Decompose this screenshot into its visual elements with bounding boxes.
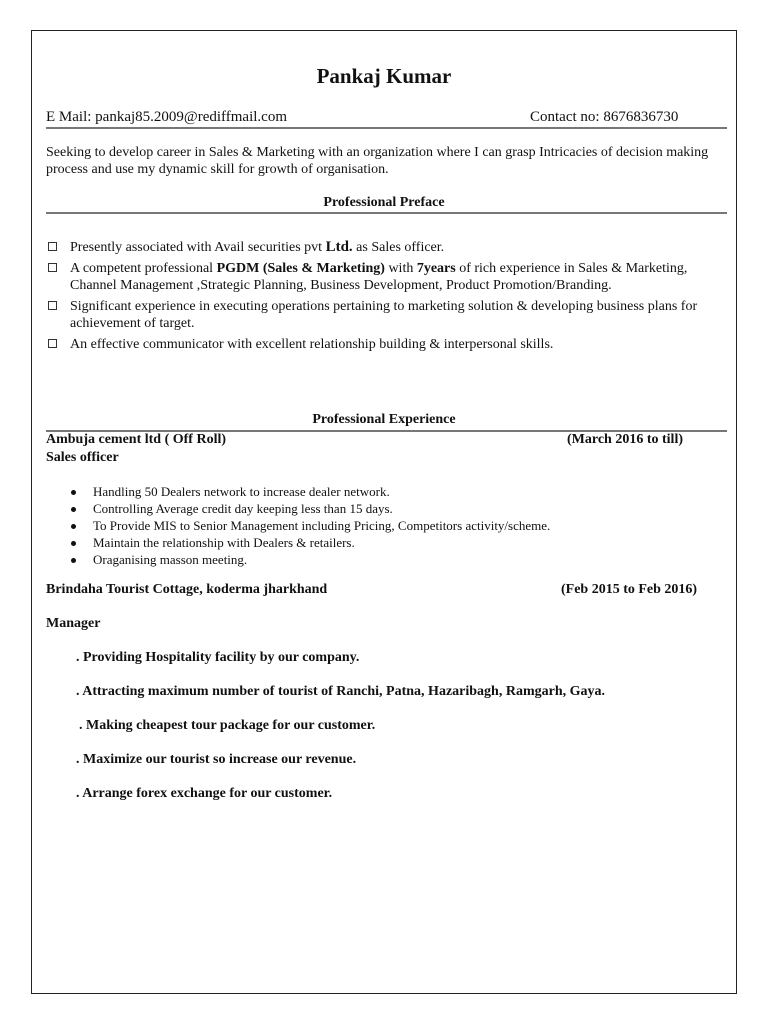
duty-item <box>66 500 550 517</box>
header-divider <box>46 127 727 129</box>
bullet-icon <box>71 507 76 512</box>
job2-role: Manager <box>46 616 101 631</box>
job2-duty: . Arrange forex exchange for our customer. <box>76 786 333 801</box>
job2-duty: . Maximize our tourist so increase our revenue. <box>76 752 357 767</box>
email-line: E Mail: pankaj85.2009@rediffmail.com <box>46 109 287 125</box>
contact-line: Contact no: 8676836730 <box>530 109 679 125</box>
duty-item <box>66 483 550 500</box>
duty-item <box>66 534 550 551</box>
duty-item <box>66 551 550 568</box>
section-title-experience: Professional Experience <box>312 412 456 427</box>
preface-text: with <box>384 261 417 276</box>
job2-duty: . Making cheapest tour package for our customer. <box>79 718 376 733</box>
job1-duties <box>66 483 550 568</box>
preface-divider <box>46 212 727 214</box>
bullet-icon <box>71 524 76 529</box>
preface-text: An effective communicator with excellent relationship building & interpersonal skills. <box>70 337 554 352</box>
bullet-icon <box>71 490 76 495</box>
job2-duty: . Providing Hospitality facility by our company. <box>76 650 360 665</box>
job2-company: Brindaha Tourist Cottage, koderma jharkhand <box>46 582 328 597</box>
checkbox-icon <box>48 301 57 310</box>
job1-company: Ambuja cement ltd ( Off Roll) <box>46 432 227 447</box>
preface-text: of rich experience in Sales & Marketing, Channel Management ,Strategic Planning, Business Development, Product Promotion/Branding. <box>70 261 688 293</box>
career-objective: Seeking to develop career in Sales & Marketing with an organization where I can grasp Intricacies of decision making process and use my dynamic skill for growth of organisation. <box>46 145 709 177</box>
duty-text: Controlling Average credit day keeping less than 15 days. <box>93 501 393 516</box>
preface-item <box>46 239 718 256</box>
preface-emphasis: Ltd. <box>325 239 353 255</box>
bullet-icon <box>71 558 76 563</box>
duty-text: Oraganising masson meeting. <box>93 552 248 567</box>
preface-item <box>46 336 718 353</box>
preface-item <box>46 298 718 332</box>
preface-text: Significant experience in executing operations pertaining to marketing solution & developing business plans for achievement of target. <box>70 299 698 331</box>
preface-emphasis: 7years <box>416 261 456 276</box>
bullet-icon <box>71 541 76 546</box>
duty-text: Handling 50 Dealers network to increase dealer network. <box>93 484 390 499</box>
checkbox-icon <box>48 242 57 251</box>
duty-item <box>66 517 550 534</box>
preface-text: A competent professional <box>70 261 217 276</box>
checkbox-icon <box>48 339 57 348</box>
job2-duty: . Attracting maximum number of tourist of Ranchi, Patna, Hazaribagh, Ramgarh, Gaya. <box>76 684 605 699</box>
preface-text: as Sales officer. <box>352 240 445 255</box>
candidate-name: Pankaj Kumar <box>316 64 452 88</box>
preface-item <box>46 260 718 294</box>
checkbox-icon <box>48 263 57 272</box>
job1-period: (March 2016 to till) <box>567 432 683 447</box>
duty-text: Maintain the relationship with Dealers & retailers. <box>93 535 355 550</box>
duty-text: To Provide MIS to Senior Management including Pricing, Competitors activity/scheme. <box>93 518 551 533</box>
preface-emphasis: PGDM (Sales & Marketing) <box>216 261 385 276</box>
preface-text: Presently associated with Avail securities pvt <box>70 240 326 255</box>
job2-period: (Feb 2015 to Feb 2016) <box>561 582 698 597</box>
preface-list <box>46 239 718 357</box>
section-title-preface: Professional Preface <box>323 195 445 210</box>
job1-role: Sales officer <box>46 450 119 465</box>
